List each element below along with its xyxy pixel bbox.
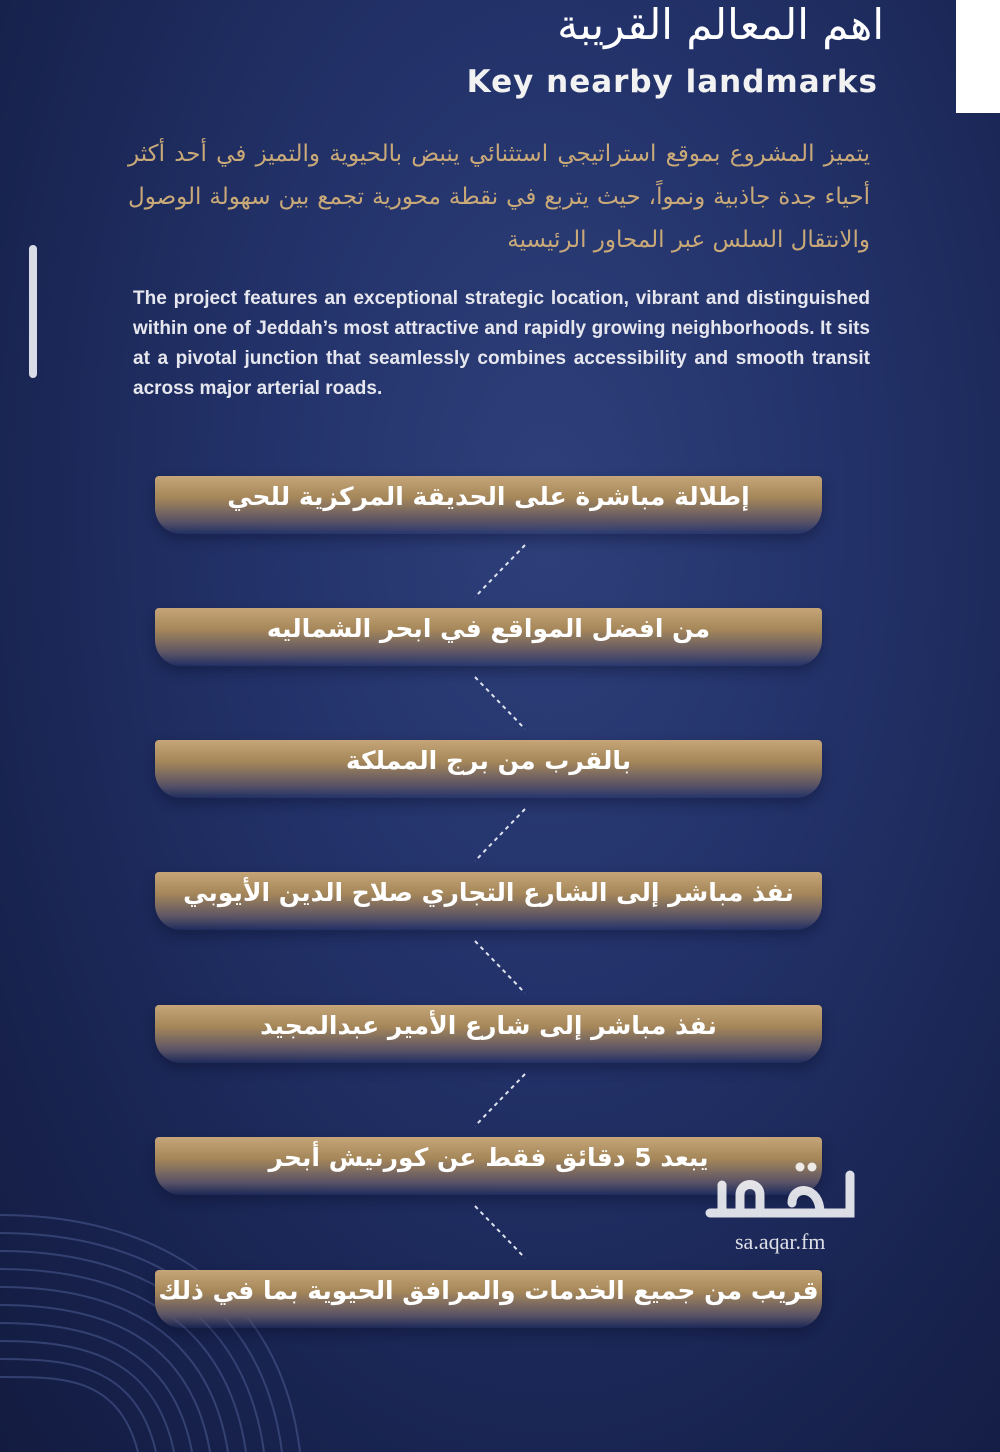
landmark-label: نفذ مباشر إلى شارع الأمير عبدالمجيد <box>260 1011 717 1040</box>
landmark-item-2 <box>155 608 822 666</box>
connector-line <box>470 1204 530 1260</box>
aqar-logo-icon <box>700 1155 860 1235</box>
landmark-item-3 <box>155 740 822 798</box>
page-title-english: Key nearby landmarks <box>466 64 878 100</box>
connector-line <box>470 807 530 863</box>
landmark-item-4 <box>155 872 822 930</box>
connector-line <box>470 939 530 995</box>
landmark-item-5 <box>155 1005 822 1063</box>
landmark-label: نفذ مباشر إلى الشارع التجاري صلاح الدين الأيوبي <box>183 878 794 907</box>
white-corner <box>956 0 1000 113</box>
landmark-label: إطلالة مباشرة على الحديقة المركزية للحي <box>227 482 750 511</box>
connector-line <box>470 1072 530 1128</box>
connector-line <box>470 543 530 599</box>
landmark-item-7 <box>155 1270 822 1328</box>
landmark-item-1 <box>155 476 822 534</box>
watermark-url: sa.aqar.fm <box>735 1229 826 1254</box>
scroll-indicator[interactable] <box>29 245 37 378</box>
description-arabic: يتميز المشروع بموقع استراتيجي استثنائي ينبض بالحيوية والتميز في أحد أكثر أحياء جدة جاذبية ونمواً، حيث يتربع في نقطة محورية تجمع بين سهولة الوصول والانتقال السلس عبر المحاور الرئيسية <box>128 141 870 253</box>
page-title-arabic: اهم المعالم القريبة <box>557 0 884 49</box>
landmark-label: قريب من جميع الخدمات والمرافق الحيوية بما في ذلك <box>158 1276 819 1305</box>
landmark-label: يبعد 5 دقائق فقط عن كورنيش أبحر <box>268 1143 709 1172</box>
watermark <box>700 1155 860 1260</box>
connector-line <box>470 675 530 731</box>
landmark-label: بالقرب من برج المملكة <box>345 746 632 775</box>
description-english: The project features an exceptional strategic location, vibrant and distinguished within one of Jeddah’s most attractive and rapidly growing neighborhoods. It sits at a pivotal junction that seamlessly combines accessibility and smooth transit across major arterial roads. <box>133 288 870 399</box>
landmark-label: من افضل المواقع في ابحر الشماليه <box>266 614 711 643</box>
